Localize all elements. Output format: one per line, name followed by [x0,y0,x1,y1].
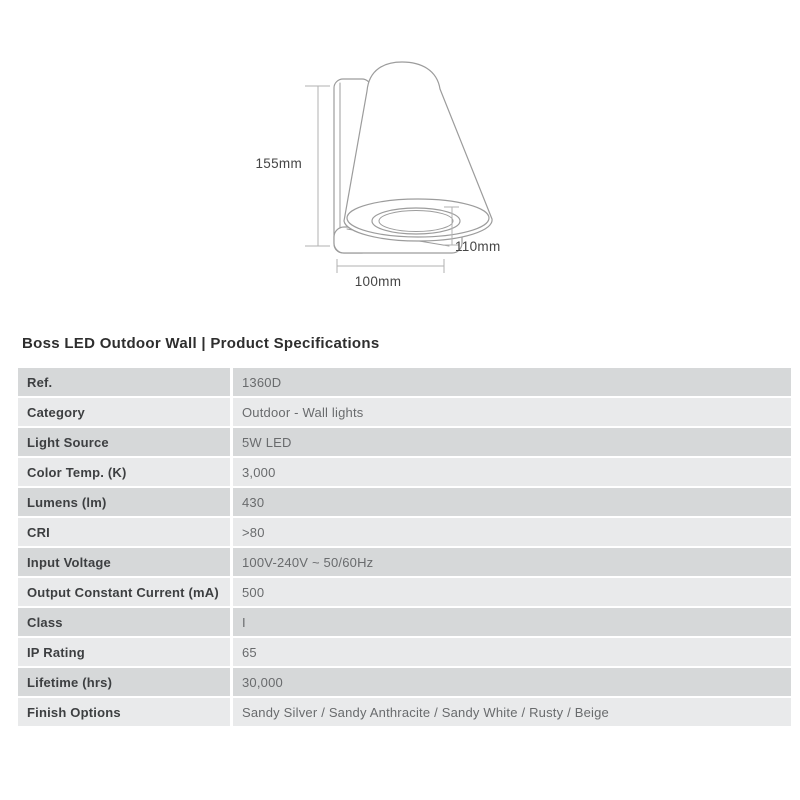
spec-value: 100V-240V ~ 50/60Hz [233,548,791,576]
table-row [18,428,791,456]
spec-value: Sandy Silver / Sandy Anthracite / Sandy White / Rusty / Beige [233,698,791,726]
spec-table [18,368,791,728]
dimension-label-height: 155mm [255,156,302,171]
spec-label: Lifetime (hrs) [18,668,230,696]
spec-value: 3,000 [233,458,791,486]
page-title: Boss LED Outdoor Wall | Product Specifications [22,335,380,352]
table-row [18,608,791,636]
table-row [18,698,791,726]
table-row [18,668,791,696]
spec-value: 430 [233,488,791,516]
table-row [18,638,791,666]
spec-value: I [233,608,791,636]
spec-label: Light Source [18,428,230,456]
spec-value: 500 [233,578,791,606]
table-row [18,488,791,516]
spec-label: Output Constant Current (mA) [18,578,230,606]
spec-label: Lumens (lm) [18,488,230,516]
width-dimension-line [337,259,444,273]
dimension-label-width: 100mm [354,274,402,289]
spec-label: Color Temp. (K) [18,458,230,486]
spec-value: 30,000 [233,668,791,696]
spec-value: 65 [233,638,791,666]
spec-label: IP Rating [18,638,230,666]
spec-value: 5W LED [233,428,791,456]
table-row [18,458,791,486]
spec-value: 1360D [233,368,791,396]
spec-label: Category [18,398,230,426]
table-row [18,578,791,606]
spec-label: Finish Options [18,698,230,726]
table-row [18,548,791,576]
spec-label: Class [18,608,230,636]
spec-value: Outdoor - Wall lights [233,398,791,426]
spec-value: >80 [233,518,791,546]
table-row [18,398,791,426]
table-row [18,368,791,396]
spec-label: CRI [18,518,230,546]
dimension-label-depth: 110mm [455,239,501,254]
spec-label: Input Voltage [18,548,230,576]
height-dimension-line [305,86,330,246]
spec-label: Ref. [18,368,230,396]
table-row [18,518,791,546]
